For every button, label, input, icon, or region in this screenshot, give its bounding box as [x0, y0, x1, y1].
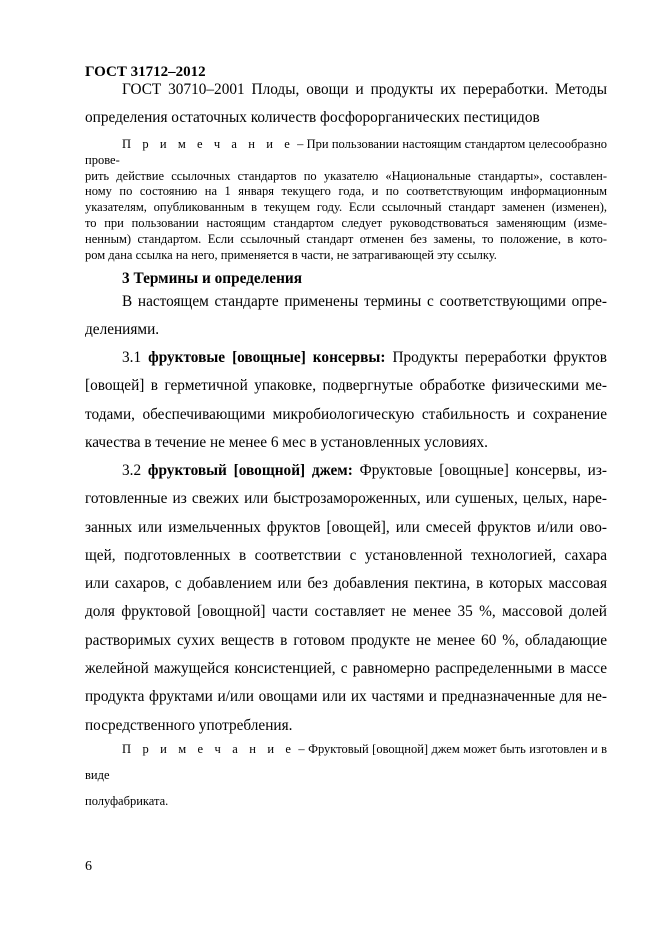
note-label: П р и м е ч а н и е — [122, 137, 294, 151]
note-line: ному по состоянию на 1 января текущего года, и по соответствующим информационным — [85, 184, 607, 199]
paragraph-line: доля фруктовой [овощной] части составляет не менее 35 %, массовой долей — [85, 603, 607, 621]
note-paragraph — [85, 736, 607, 814]
note-label: П р и м е ч а н и е — [122, 742, 295, 756]
note-line: П р и м е ч а н и е – При пользовании настоящим стандартом целесообразно прове- — [85, 137, 608, 167]
paragraph-line: желейной мажущейся консистенцией, с равномерно распределенными в массе — [85, 660, 607, 678]
paragraph-line: растворимых сухих веществ в готовом продукте не менее 60 %, обладающие — [85, 631, 607, 649]
note-line: ненным) стандартом. Если ссылочный стандарт отменен без замены, то положение, в кото- — [85, 231, 607, 246]
note-line: рить действие ссылочных стандартов по указателю «Национальные стандарты», составлен- — [85, 168, 607, 183]
section-title: 3 Термины и определения — [122, 270, 302, 287]
term-3-2 — [85, 457, 607, 740]
paragraph-line: В настоящем стандарте применены термины с соответствующими опре- — [122, 293, 607, 310]
note-line: указателям, опубликованным в текущем году. Если ссылочный стандарт заменен (изменен), — [85, 200, 607, 215]
paragraph-line: 3.2 фруктовый [овощной] джем: Фруктовые [овощные] консервы, из- — [122, 462, 607, 479]
reference-line: определения остаточных количеств фосфорорганических пестицидов — [85, 109, 540, 127]
note-line: ром дана ссылка на него, применяется в части, не затрагивающей эту ссылку. — [85, 247, 497, 262]
term-3-1 — [85, 344, 607, 457]
paragraph-line: делениями. — [85, 321, 160, 339]
paragraph-line: 3.1 фруктовые [овощные] консервы: Продукты переработки фруктов — [122, 349, 607, 366]
paragraph-line: продукта фруктами и/или овощами или их частями и предназначенные для не- — [85, 688, 607, 706]
paragraph-line: занных или измельченных фруктов [овощей], или смесей фруктов и/или ово- — [85, 518, 607, 536]
term-name: фруктовый [овощной] джем: — [147, 462, 353, 479]
paragraph-line: готовленные из свежих или быстрозамороженных, или сушеных, целых, наре- — [85, 490, 607, 508]
term-name: фруктовые [овощные] консервы: — [148, 349, 386, 366]
paragraph-line: качества в течение не менее 6 мес в установленных условиях. — [85, 433, 488, 451]
reference-paragraph — [85, 76, 607, 133]
note-line: полуфабриката. — [85, 794, 169, 808]
note-paragraph — [85, 137, 607, 263]
page-number: 6 — [85, 859, 92, 874]
note-line: П р и м е ч а н и е – Фруктовый [овощной] джем может быть изготовлен и в виде — [85, 742, 607, 782]
paragraph-line: или сахаров, с добавлением или без добавления пектина, в которых массовая — [85, 575, 607, 593]
reference-line: ГОСТ 30710–2001 Плоды, овощи и продукты их переработки. Методы — [122, 81, 607, 98]
note-line: то при пользовании настоящим стандартом следует руководствоваться заменяющим (изме- — [85, 215, 607, 230]
document-header: ГОСТ 31712–2012 — [85, 64, 206, 80]
intro-paragraph — [85, 288, 607, 345]
paragraph-line: тодами, обеспечивающими микробиологическую стабильность и сохранение — [85, 405, 607, 423]
paragraph-line: щей, подготовленных в соответствии с установленной технологией, сахара — [85, 546, 607, 564]
paragraph-line: [овощей] в герметичной упаковке, подвергнутые обработке физическими ме- — [85, 377, 607, 395]
paragraph-line: посредственного употребления. — [85, 716, 293, 734]
